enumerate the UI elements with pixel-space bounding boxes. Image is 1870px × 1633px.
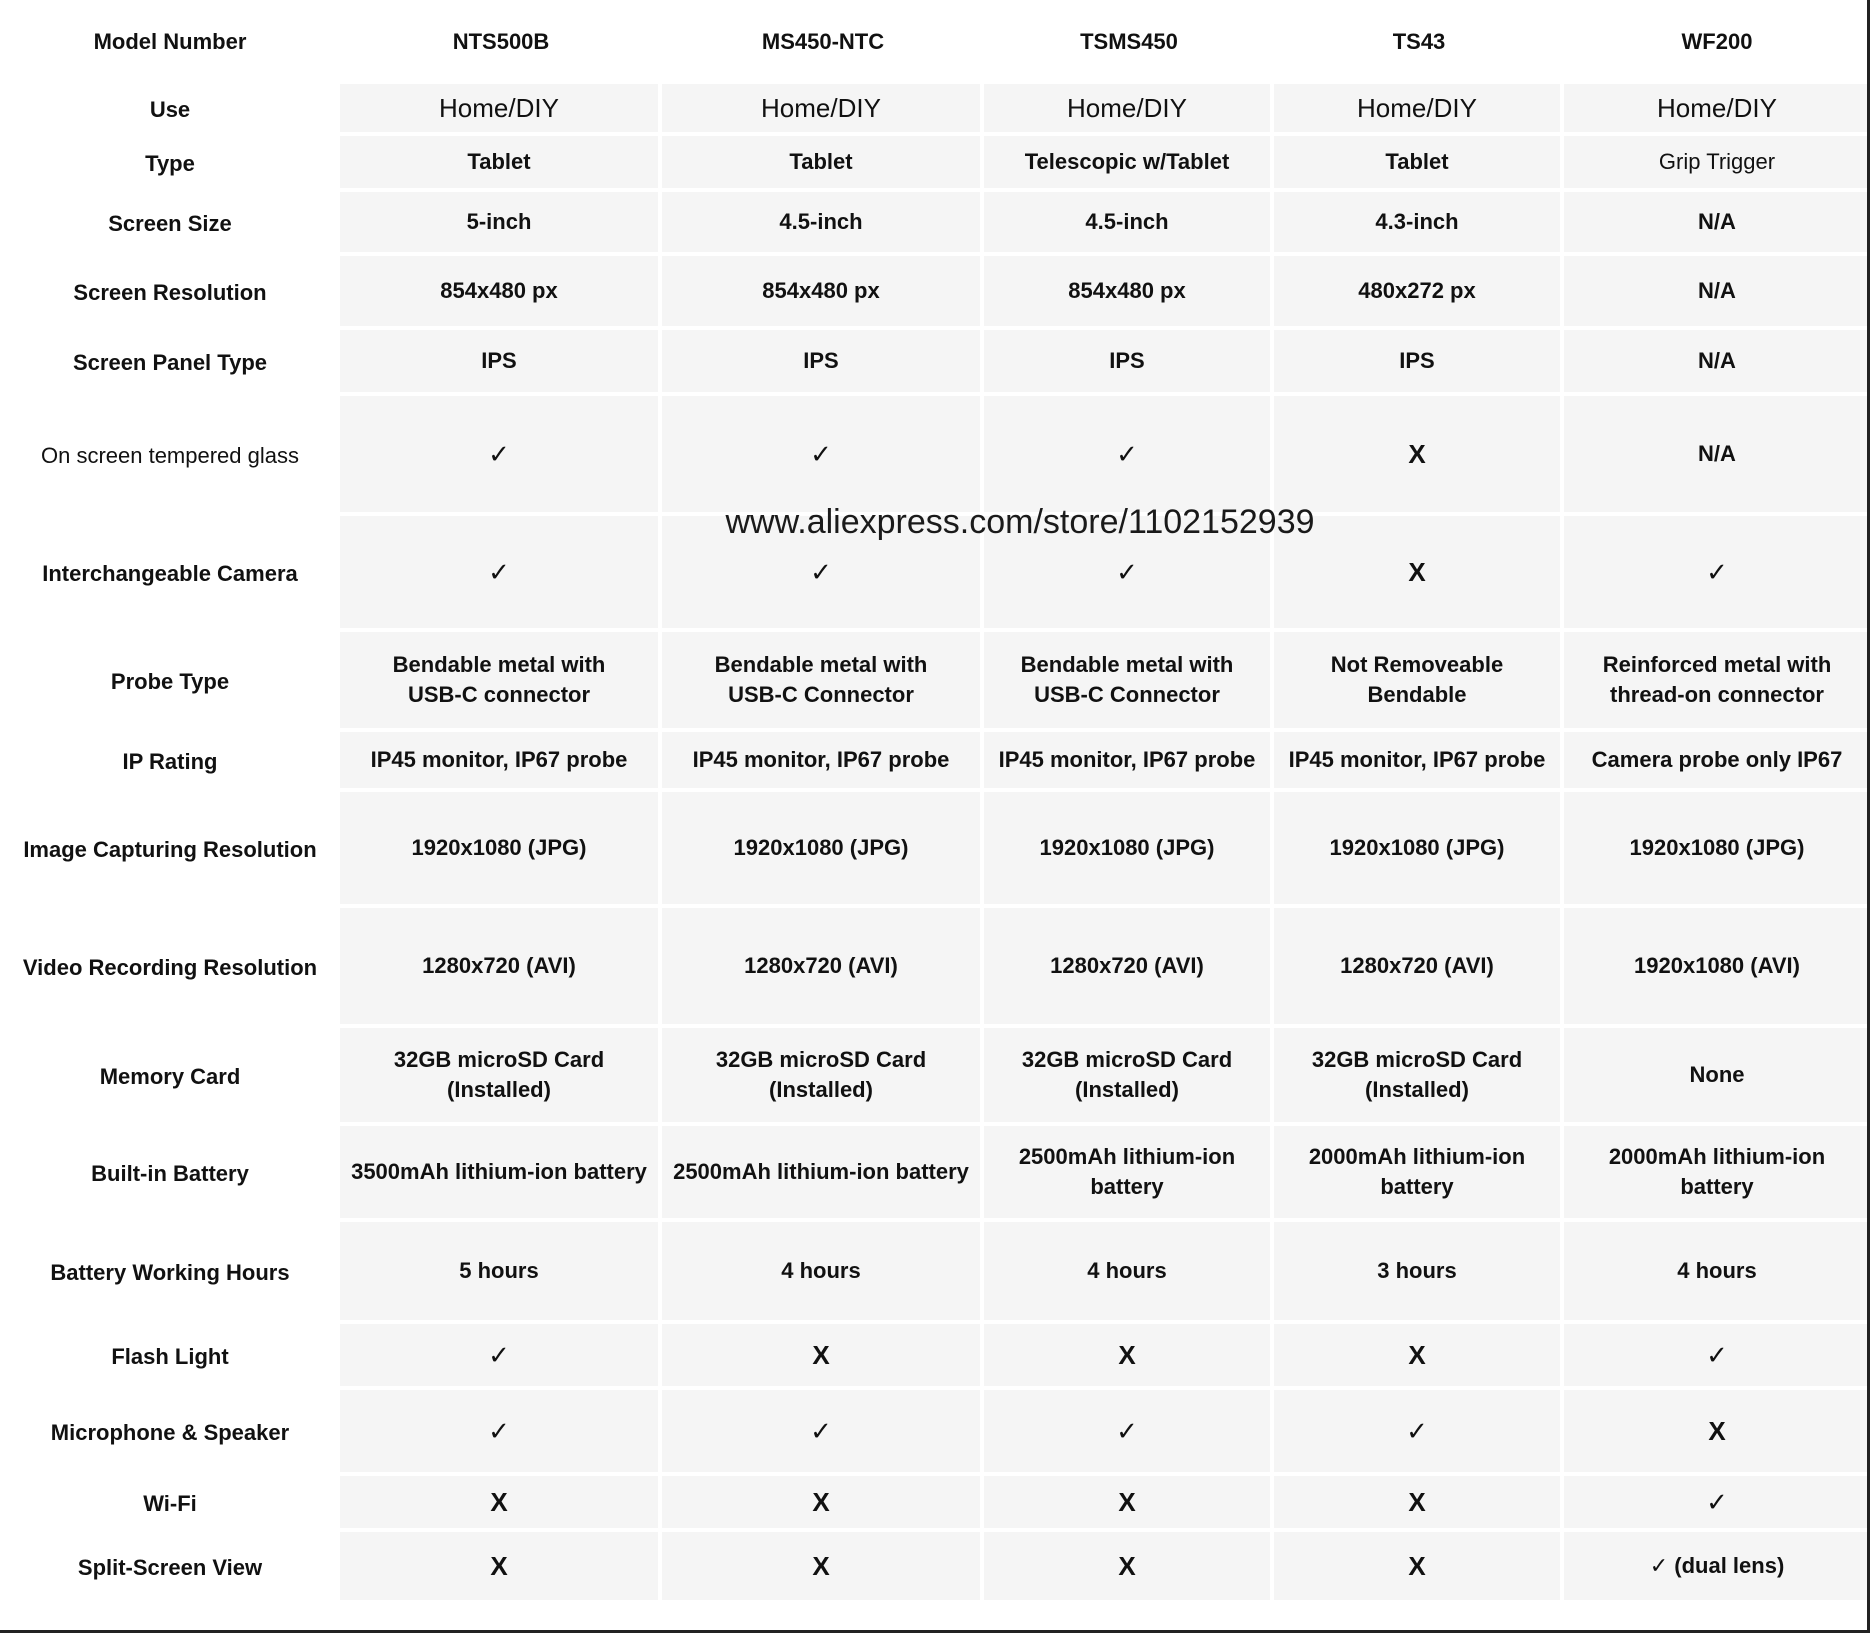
spec-cell-interchangeable-camera-wf200: ✓ — [1564, 516, 1870, 632]
row-label-on-screen-tempered-glass: On screen tempered glass — [0, 396, 340, 516]
spec-cell-on-screen-tempered-glass-ms450-ntc: ✓ — [662, 396, 984, 516]
header-label: Model Number — [0, 0, 340, 84]
spec-cell-battery-working-hours-ms450-ntc: 4 hours — [662, 1222, 984, 1324]
spec-cell-microphone-and-speaker-wf200: X — [1564, 1390, 1870, 1476]
spec-cell-use-wf200: Home/DIY — [1564, 84, 1870, 136]
model-header-wf200: WF200 — [1564, 0, 1870, 84]
spec-cell-split-screen-view-ms450-ntc: X — [662, 1532, 984, 1604]
spec-cell-built-in-battery-nts500b: 3500mAh lithium-ion battery — [340, 1126, 662, 1222]
spec-cell-memory-card-ms450-ntc: 32GB microSD Card (Installed) — [662, 1028, 984, 1126]
spec-cell-image-capturing-resolution-wf200: 1920x1080 (JPG) — [1564, 792, 1870, 908]
row-label-built-in-battery: Built-in Battery — [0, 1126, 340, 1222]
spec-cell-built-in-battery-ts43: 2000mAh lithium-ion battery — [1274, 1126, 1564, 1222]
spec-cell-type-ms450-ntc: Tablet — [662, 136, 984, 192]
spec-cell-screen-panel-type-wf200: N/A — [1564, 330, 1870, 396]
spec-cell-ip-rating-tsms450: IP45 monitor, IP67 probe — [984, 732, 1274, 792]
spec-cell-split-screen-view-nts500b: X — [340, 1532, 662, 1604]
row-label-split-screen-view: Split-Screen View — [0, 1532, 340, 1604]
spec-cell-built-in-battery-wf200: 2000mAh lithium-ion battery — [1564, 1126, 1870, 1222]
row-label-screen-panel-type: Screen Panel Type — [0, 330, 340, 396]
spec-cell-wi-fi-wf200: ✓ — [1564, 1476, 1870, 1532]
spec-cell-on-screen-tempered-glass-wf200: N/A — [1564, 396, 1870, 516]
model-header-ts43: TS43 — [1274, 0, 1564, 84]
spec-cell-screen-size-ms450-ntc: 4.5-inch — [662, 192, 984, 256]
spec-cell-screen-panel-type-nts500b: IPS — [340, 330, 662, 396]
spec-cell-screen-panel-type-ms450-ntc: IPS — [662, 330, 984, 396]
spec-cell-interchangeable-camera-tsms450: ✓ — [984, 516, 1274, 632]
row-label-flash-light: Flash Light — [0, 1324, 340, 1390]
spec-cell-microphone-and-speaker-ms450-ntc: ✓ — [662, 1390, 984, 1476]
spec-cell-video-recording-resolution-ts43: 1280x720 (AVI) — [1274, 908, 1564, 1028]
store-watermark: www.aliexpress.com/store/1102152939 — [725, 503, 1315, 541]
spec-cell-ip-rating-wf200: Camera probe only IP67 — [1564, 732, 1870, 792]
spec-cell-split-screen-view-ts43: X — [1274, 1532, 1564, 1604]
spec-cell-image-capturing-resolution-ms450-ntc: 1920x1080 (JPG) — [662, 792, 984, 908]
spec-cell-on-screen-tempered-glass-ts43: X — [1274, 396, 1564, 516]
spec-cell-screen-panel-type-tsms450: IPS — [984, 330, 1274, 396]
spec-cell-screen-size-tsms450: 4.5-inch — [984, 192, 1274, 256]
row-label-memory-card: Memory Card — [0, 1028, 340, 1126]
spec-cell-video-recording-resolution-wf200: 1920x1080 (AVI) — [1564, 908, 1870, 1028]
spec-cell-wi-fi-ms450-ntc: X — [662, 1476, 984, 1532]
spec-cell-screen-size-nts500b: 5-inch — [340, 192, 662, 256]
spec-cell-screen-panel-type-ts43: IPS — [1274, 330, 1564, 396]
spec-cell-built-in-battery-tsms450: 2500mAh lithium-ion battery — [984, 1126, 1274, 1222]
spec-cell-type-wf200: Grip Trigger — [1564, 136, 1870, 192]
row-label-battery-working-hours: Battery Working Hours — [0, 1222, 340, 1324]
spec-cell-screen-resolution-tsms450: 854x480 px — [984, 256, 1274, 330]
spec-cell-interchangeable-camera-ms450-ntc: ✓ — [662, 516, 984, 632]
spec-cell-screen-size-wf200: N/A — [1564, 192, 1870, 256]
spec-cell-screen-size-ts43: 4.3-inch — [1274, 192, 1564, 256]
spec-cell-built-in-battery-ms450-ntc: 2500mAh lithium-ion battery — [662, 1126, 984, 1222]
spec-cell-on-screen-tempered-glass-nts500b: ✓ — [340, 396, 662, 516]
spec-cell-memory-card-ts43: 32GB microSD Card (Installed) — [1274, 1028, 1564, 1126]
row-label-type: Type — [0, 136, 340, 192]
spec-cell-interchangeable-camera-nts500b: ✓ — [340, 516, 662, 632]
spec-cell-screen-resolution-ms450-ntc: 854x480 px — [662, 256, 984, 330]
spec-cell-flash-light-ms450-ntc: X — [662, 1324, 984, 1390]
spec-cell-probe-type-wf200: Reinforced metal with thread-on connector — [1564, 632, 1870, 732]
spec-cell-image-capturing-resolution-tsms450: 1920x1080 (JPG) — [984, 792, 1274, 908]
spec-cell-probe-type-nts500b: Bendable metal with USB-C connector — [340, 632, 662, 732]
spec-cell-type-nts500b: Tablet — [340, 136, 662, 192]
row-label-video-recording-resolution: Video Recording Resolution — [0, 908, 340, 1028]
spec-cell-microphone-and-speaker-ts43: ✓ — [1274, 1390, 1564, 1476]
spec-cell-battery-working-hours-wf200: 4 hours — [1564, 1222, 1870, 1324]
spec-cell-wi-fi-ts43: X — [1274, 1476, 1564, 1532]
spec-cell-ip-rating-ms450-ntc: IP45 monitor, IP67 probe — [662, 732, 984, 792]
row-label-screen-resolution: Screen Resolution — [0, 256, 340, 330]
spec-cell-microphone-and-speaker-nts500b: ✓ — [340, 1390, 662, 1476]
spec-cell-ip-rating-nts500b: IP45 monitor, IP67 probe — [340, 732, 662, 792]
spec-cell-use-ms450-ntc: Home/DIY — [662, 84, 984, 136]
spec-cell-interchangeable-camera-ts43: X — [1274, 516, 1564, 632]
spec-cell-battery-working-hours-nts500b: 5 hours — [340, 1222, 662, 1324]
spec-cell-microphone-and-speaker-tsms450: ✓ — [984, 1390, 1274, 1476]
spec-cell-video-recording-resolution-ms450-ntc: 1280x720 (AVI) — [662, 908, 984, 1028]
spec-cell-screen-resolution-ts43: 480x272 px — [1274, 256, 1564, 330]
row-label-microphone-and-speaker: Microphone & Speaker — [0, 1390, 340, 1476]
spec-cell-battery-working-hours-ts43: 3 hours — [1274, 1222, 1564, 1324]
spec-cell-screen-resolution-wf200: N/A — [1564, 256, 1870, 330]
model-header-ms450-ntc: MS450-NTC — [662, 0, 984, 84]
spec-cell-probe-type-tsms450: Bendable metal with USB-C Connector — [984, 632, 1274, 732]
spec-cell-flash-light-nts500b: ✓ — [340, 1324, 662, 1390]
row-label-use: Use — [0, 84, 340, 136]
spec-cell-on-screen-tempered-glass-tsms450: ✓ — [984, 396, 1274, 516]
row-label-probe-type: Probe Type — [0, 632, 340, 732]
spec-cell-split-screen-view-tsms450: X — [984, 1532, 1274, 1604]
row-label-interchangeable-camera: Interchangeable Camera — [0, 516, 340, 632]
row-label-screen-size: Screen Size — [0, 192, 340, 256]
spec-cell-use-tsms450: Home/DIY — [984, 84, 1274, 136]
spec-cell-flash-light-ts43: X — [1274, 1324, 1564, 1390]
spec-cell-wi-fi-nts500b: X — [340, 1476, 662, 1532]
spec-cell-probe-type-ms450-ntc: Bendable metal with USB-C Connector — [662, 632, 984, 732]
spec-cell-screen-resolution-nts500b: 854x480 px — [340, 256, 662, 330]
spec-cell-battery-working-hours-tsms450: 4 hours — [984, 1222, 1274, 1324]
spec-cell-video-recording-resolution-tsms450: 1280x720 (AVI) — [984, 908, 1274, 1028]
model-header-tsms450: TSMS450 — [984, 0, 1274, 84]
model-header-nts500b: NTS500B — [340, 0, 662, 84]
row-label-wi-fi: Wi-Fi — [0, 1476, 340, 1532]
spec-cell-memory-card-wf200: None — [1564, 1028, 1870, 1126]
spec-cell-use-nts500b: Home/DIY — [340, 84, 662, 136]
spec-cell-memory-card-nts500b: 32GB microSD Card (Installed) — [340, 1028, 662, 1126]
spec-cell-video-recording-resolution-nts500b: 1280x720 (AVI) — [340, 908, 662, 1028]
spec-cell-flash-light-wf200: ✓ — [1564, 1324, 1870, 1390]
row-label-ip-rating: IP Rating — [0, 732, 340, 792]
row-label-image-capturing-resolution: Image Capturing Resolution — [0, 792, 340, 908]
spec-cell-image-capturing-resolution-nts500b: 1920x1080 (JPG) — [340, 792, 662, 908]
spec-cell-image-capturing-resolution-ts43: 1920x1080 (JPG) — [1274, 792, 1564, 908]
spec-cell-ip-rating-ts43: IP45 monitor, IP67 probe — [1274, 732, 1564, 792]
spec-cell-type-ts43: Tablet — [1274, 136, 1564, 192]
spec-cell-probe-type-ts43: Not Removeable Bendable — [1274, 632, 1564, 732]
spec-cell-type-tsms450: Telescopic w/Tablet — [984, 136, 1274, 192]
spec-cell-memory-card-tsms450: 32GB microSD Card (Installed) — [984, 1028, 1274, 1126]
spec-cell-wi-fi-tsms450: X — [984, 1476, 1274, 1532]
spec-cell-flash-light-tsms450: X — [984, 1324, 1274, 1390]
spec-cell-use-ts43: Home/DIY — [1274, 84, 1564, 136]
spec-cell-split-screen-view-wf200: ✓ (dual lens) — [1564, 1532, 1870, 1604]
